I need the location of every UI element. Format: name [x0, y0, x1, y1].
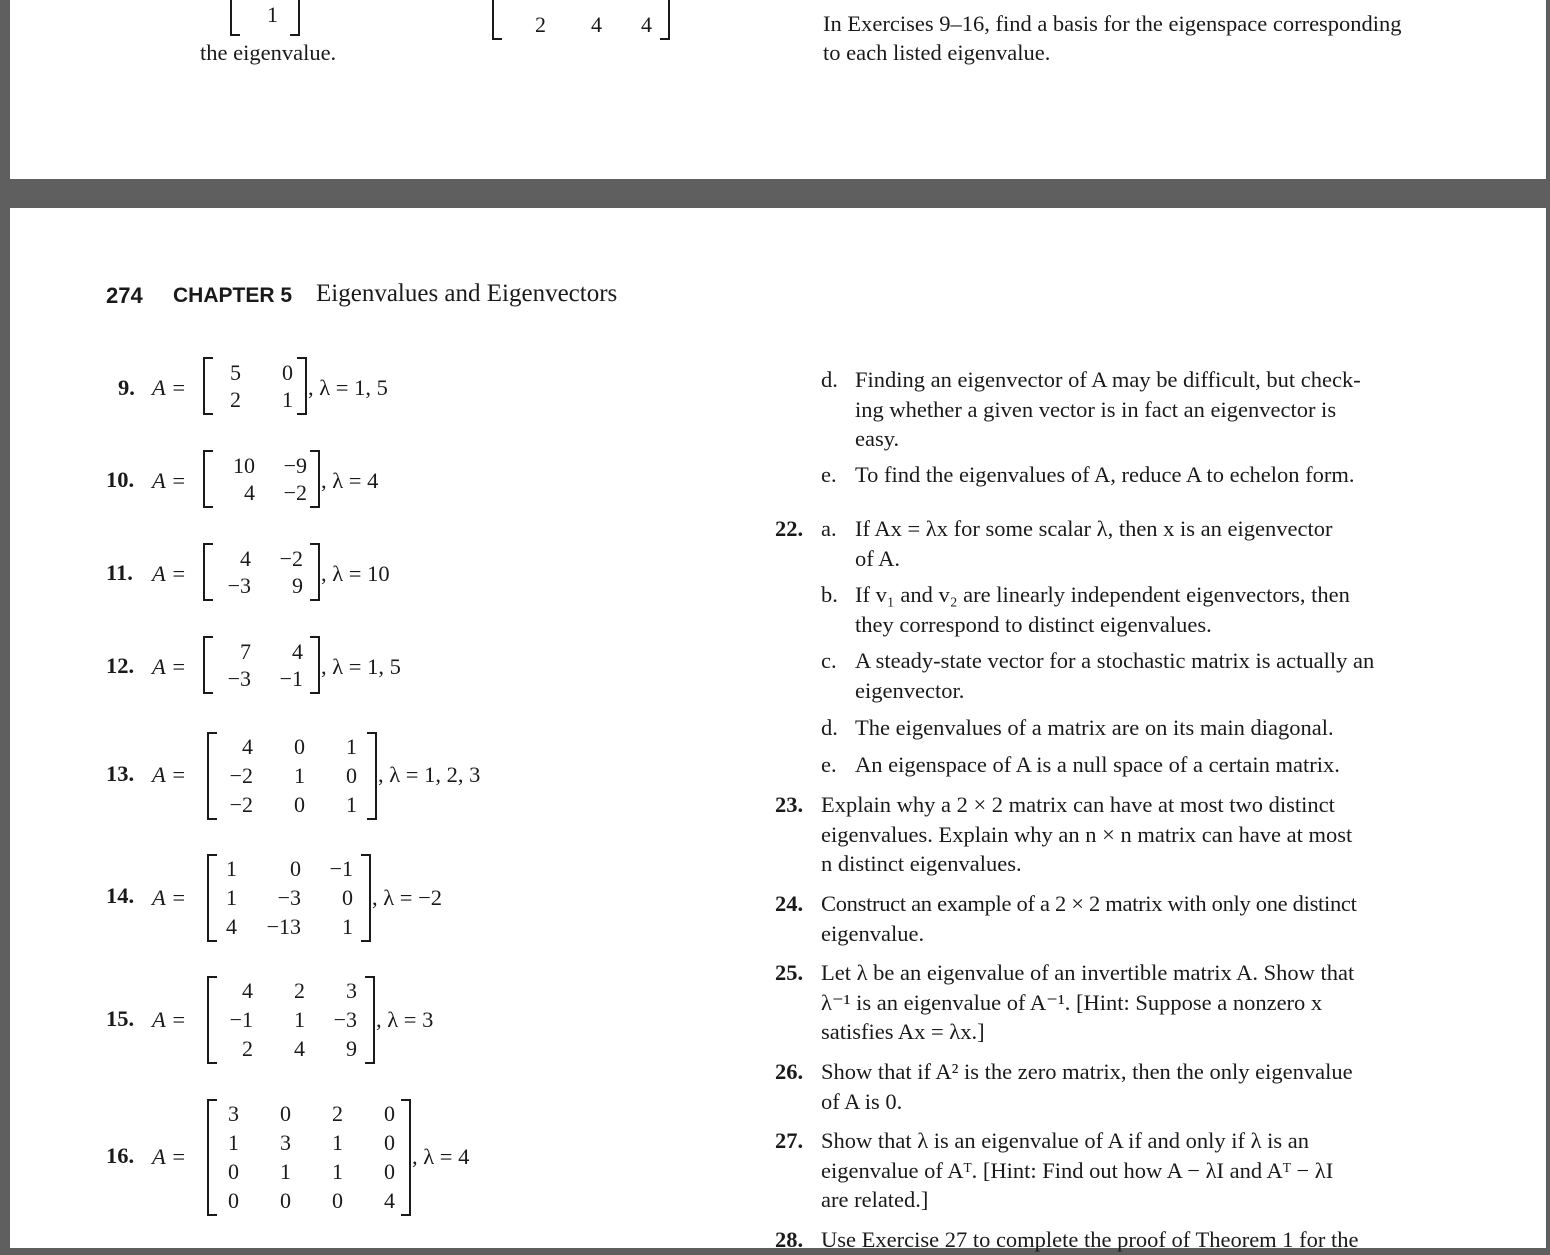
matrix-entry: 1	[294, 763, 305, 788]
matrix-entry: −3	[227, 666, 251, 691]
matrix-entry: 2	[332, 1101, 343, 1126]
a-equals: A =	[152, 1007, 187, 1032]
matrix-entry: 2	[242, 1036, 253, 1061]
text-line: If v₁ and v₂ are linearly independent eigenvectors, then	[855, 582, 1350, 607]
item-text	[855, 365, 1401, 454]
matrix-entry: 3	[228, 1101, 239, 1126]
matrix-entry: 3	[280, 1130, 291, 1155]
matrix-entry: 4	[240, 546, 251, 571]
matrix-entry: 1	[280, 1159, 291, 1184]
matrix-entry: 4	[244, 480, 255, 505]
matrix	[207, 976, 375, 1064]
text-line: eigenvalue.	[821, 920, 925, 946]
matrix-entry: 3	[346, 978, 357, 1003]
a-equals: A =	[152, 561, 187, 586]
matrix-entry: 2	[294, 978, 305, 1003]
text-line: are related.]	[821, 1187, 929, 1212]
eigenvalue-spec: , λ = 1, 2, 3	[378, 762, 481, 787]
matrix-entry: 1	[342, 914, 353, 939]
text-line: eigenvector.	[855, 677, 965, 703]
matrix-entry: 0	[384, 1130, 395, 1155]
item-text	[855, 646, 1401, 705]
matrix-entry: −1	[279, 666, 303, 691]
matrix-entry: 0	[294, 734, 305, 759]
a-equals: A =	[152, 762, 187, 787]
matrix-entry: 0	[294, 792, 305, 817]
text-line: eigenvalues. Explain why an n × n matrix can have at most	[821, 821, 1353, 847]
item-text	[855, 580, 1401, 639]
matrix-entry: 1	[228, 1130, 239, 1155]
matrix-entry: −9	[283, 453, 307, 478]
matrix-entry: 10	[233, 453, 255, 478]
eigenvalue-spec: , λ = −2	[372, 885, 443, 910]
text-line: of A.	[855, 545, 900, 571]
text-line: If Ax = λx for some scalar λ, then x is an eigenvector	[855, 516, 1333, 541]
matrix-entry: 0	[282, 360, 293, 385]
matrix-entry: −1	[229, 1007, 253, 1032]
a-equals: A =	[152, 1144, 187, 1169]
matrix-entry: −2	[229, 792, 253, 817]
text-line: eigenvalue of Aᵀ. [Hint: Find out how A − λI and Aᵀ − λI	[821, 1157, 1334, 1183]
matrix-entry: −3	[333, 1007, 357, 1032]
cut-matrix-entry: 4	[641, 12, 652, 37]
matrix-entry: 9	[346, 1036, 357, 1061]
cut-text-left: the eigenvalue.	[200, 40, 337, 65]
text-line: Show that if A² is the zero matrix, then the only eigenvalue	[821, 1059, 1353, 1084]
current-page	[10, 208, 1546, 1252]
item-letter: c.	[821, 648, 837, 673]
item-letter: d.	[821, 367, 838, 392]
matrix-entry: −3	[227, 573, 251, 598]
exercise-instructions-line: to each listed eigenvalue.	[823, 40, 1051, 65]
a-equals: A =	[152, 375, 187, 400]
matrix-entry: 9	[292, 573, 303, 598]
matrix	[203, 450, 320, 508]
previous-page	[10, 0, 1546, 179]
exercise-number: 27.	[775, 1128, 804, 1153]
item-text	[821, 889, 1401, 948]
eigenvalue-spec: , λ = 1, 5	[308, 375, 388, 400]
chapter-title: Eigenvalues and Eigenvectors	[316, 280, 618, 307]
text-line: Explain why a 2 × 2 matrix can have at most two distinct	[821, 792, 1335, 817]
matrix-entry: 4	[242, 978, 253, 1003]
matrix-entry: 1	[332, 1159, 343, 1184]
matrix-entry: 1	[226, 885, 237, 910]
exercise-number: 15.	[106, 1006, 135, 1031]
exercise-number: 16.	[106, 1143, 135, 1168]
text-line: n distinct eigenvalues.	[821, 851, 1022, 876]
text-line: Let λ be an eigenvalue of an invertible matrix A. Show that	[821, 960, 1355, 985]
item-text	[821, 1225, 1401, 1255]
text-line: λ⁻¹ is an eigenvalue of A⁻¹. [Hint: Suppose a nonzero x	[821, 989, 1323, 1015]
exercise-number: 11.	[106, 560, 133, 585]
exercise-number: 14.	[106, 883, 135, 908]
text-line: An eigenspace of A is a null space of a certain matrix.	[855, 752, 1340, 777]
text-line: ing whether a given vector is in fact an eigenvector is	[855, 396, 1337, 422]
matrix-entry: 1	[346, 734, 357, 759]
matrix-entry: 0	[332, 1188, 343, 1213]
eigenvalue-spec: , λ = 10	[321, 561, 390, 586]
eigenvalue-spec: , λ = 4	[321, 468, 379, 493]
matrix-entry: 2	[230, 387, 241, 412]
item-letter: e.	[821, 752, 837, 777]
matrix-entry: −3	[277, 885, 301, 910]
matrix-entry: 0	[228, 1159, 239, 1184]
matrix	[203, 543, 320, 601]
matrix-entry: 4	[242, 734, 253, 759]
exercise-number: 9.	[118, 375, 135, 400]
cut-matrix-entry: 1	[267, 2, 278, 27]
matrix-entry: 7	[240, 639, 251, 664]
eigenvalue-spec: , λ = 4	[412, 1144, 470, 1169]
exercise-number: 23.	[775, 792, 804, 817]
matrix-entry: 0	[290, 856, 301, 881]
a-equals: A =	[152, 468, 187, 493]
cut-matrix-entry: 2	[535, 12, 546, 37]
text-line: they correspond to distinct eigenvalues.	[855, 611, 1212, 637]
matrix-entry: 4	[294, 1036, 305, 1061]
matrix-entry: 4	[384, 1188, 395, 1213]
item-text	[821, 958, 1401, 1047]
exercise-number: 26.	[775, 1059, 804, 1084]
exercise-number: 24.	[775, 891, 804, 916]
text-line: Construct an example of a 2 × 2 matrix with only one distinct	[821, 891, 1357, 916]
matrix-entry: 0	[384, 1101, 395, 1126]
matrix	[203, 636, 320, 694]
text-line: Finding an eigenvector of A may be difficult, but check-	[855, 367, 1361, 392]
exercise-instructions-line: In Exercises 9–16, find a basis for the eigenspace corresponding	[823, 11, 1402, 36]
matrix-entry: 1	[346, 792, 357, 817]
text-line: A steady-state vector for a stochastic matrix is actually an	[855, 648, 1375, 673]
matrix-entry: 0	[346, 763, 357, 788]
matrix-entry: 4	[292, 639, 303, 664]
matrix	[207, 1099, 411, 1216]
cut-matrix-left	[230, 0, 300, 36]
cut-matrix-right	[492, 0, 670, 40]
matrix-entry: −1	[329, 856, 353, 881]
exercise-number: 13.	[106, 761, 135, 786]
matrix-entry: 1	[282, 387, 293, 412]
text-line: The eigenvalues of a matrix are on its main diagonal.	[855, 715, 1334, 740]
a-equals: A =	[152, 885, 187, 910]
matrix-entry: 0	[280, 1188, 291, 1213]
chapter-label: CHAPTER 5	[173, 284, 293, 307]
exercise-number: 25.	[775, 960, 804, 985]
matrix-entry: 5	[230, 360, 241, 385]
item-text	[821, 1126, 1401, 1215]
matrix-entry: 1	[332, 1130, 343, 1155]
matrix-entry: 0	[384, 1159, 395, 1184]
exercise-number: 10.	[106, 467, 135, 492]
item-letter: a.	[821, 516, 837, 541]
text-line: satisfies Ax = λx.]	[821, 1019, 985, 1044]
matrix-entry: 0	[342, 885, 353, 910]
exercise-number: 22.	[775, 516, 804, 541]
matrix-entry: 0	[228, 1188, 239, 1213]
matrix-entry: 0	[280, 1101, 291, 1126]
item-text	[855, 514, 1401, 573]
matrix-entry: −2	[279, 546, 303, 571]
text-line: Show that λ is an eigenvalue of A if and only if λ is an	[821, 1128, 1309, 1153]
text-line: of A is 0.	[821, 1088, 903, 1114]
matrix-entry: 4	[226, 914, 237, 939]
page-number: 274	[106, 283, 143, 308]
text-line: easy.	[855, 426, 900, 451]
matrix	[207, 854, 371, 942]
matrix-entry: −13	[266, 914, 301, 939]
item-letter: d.	[821, 715, 838, 740]
item-letter: e.	[821, 462, 837, 487]
cut-matrix-entry: 4	[591, 12, 602, 37]
matrix-entry: 1	[294, 1007, 305, 1032]
matrix-entry: −2	[229, 763, 253, 788]
matrix	[207, 732, 377, 820]
matrix-entry: 1	[226, 856, 237, 881]
text-line: To find the eigenvalues of A, reduce A to echelon form.	[855, 462, 1355, 487]
eigenvalue-spec: , λ = 1, 5	[321, 654, 401, 679]
item-text	[821, 1057, 1401, 1116]
exercise-number: 12.	[106, 653, 135, 678]
item-text	[821, 790, 1401, 879]
text-line: Use Exercise 27 to complete the proof of Theorem 1 for the	[821, 1227, 1359, 1252]
a-equals: A =	[152, 654, 187, 679]
exercise-number: 28.	[775, 1227, 804, 1252]
matrix	[203, 357, 307, 415]
item-letter: b.	[821, 582, 838, 607]
matrix-entry: −2	[283, 480, 307, 505]
eigenvalue-spec: , λ = 3	[376, 1007, 434, 1032]
